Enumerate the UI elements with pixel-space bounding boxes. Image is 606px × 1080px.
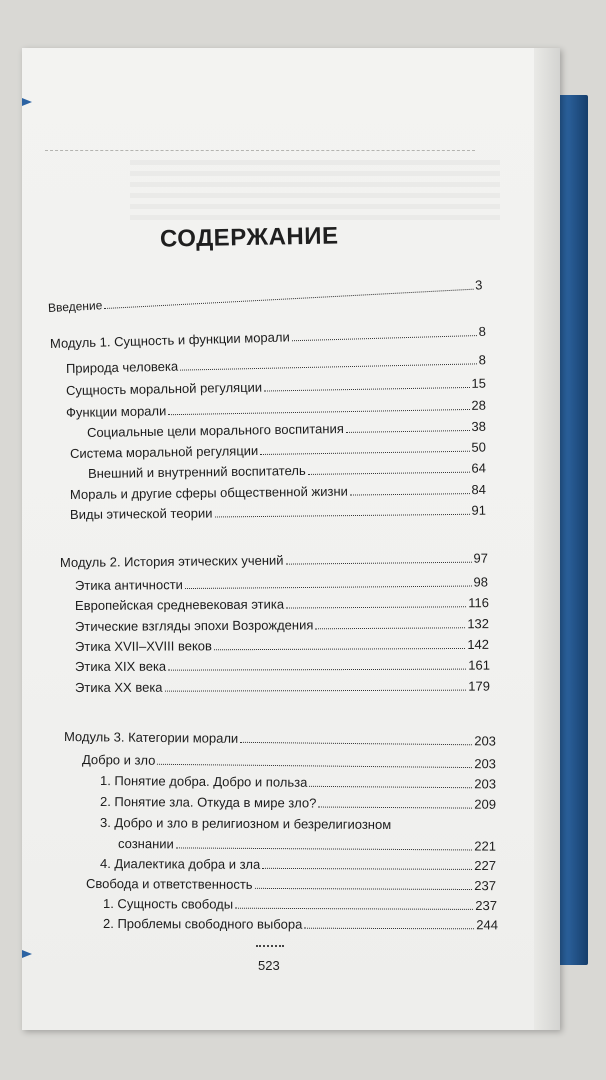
toc-entry [75, 637, 489, 654]
toc-label: Этика XIX века [74, 658, 167, 674]
toc-page: 15 [471, 375, 487, 391]
toc-label: Добро и зло [81, 752, 156, 768]
toc-page: 179 [468, 678, 491, 694]
toc-label: 2. Проблемы свободного выбора [102, 916, 303, 932]
toc-page: 132 [467, 616, 490, 632]
toc-page: 91 [471, 502, 487, 518]
page-title: СОДЕРЖАНИЕ [159, 222, 339, 253]
cover-corner-mark-top [22, 98, 32, 106]
toc-label: Этические взгляды эпохи Возрождения [74, 617, 314, 634]
toc-page: 227 [474, 857, 497, 874]
toc-entry [86, 876, 496, 893]
toc-entry [75, 616, 489, 634]
toc-page: 28 [471, 397, 487, 413]
show-through-text [130, 160, 500, 220]
toc-leader [168, 668, 466, 671]
toc-label: Модуль 3. Категории морали [63, 729, 239, 746]
toc-page: 84 [471, 481, 487, 498]
toc-page: 64 [471, 460, 487, 476]
toc-page: 3 [474, 277, 483, 293]
toc-entry [100, 794, 496, 812]
toc-page: 8 [478, 352, 487, 368]
toc-leader [255, 887, 473, 890]
toc-leader [235, 907, 473, 910]
page-number: 523 [258, 958, 280, 973]
toc-leader [240, 741, 472, 745]
toc-label: Социальные цели морального воспитания [86, 420, 344, 440]
toc-leader [214, 647, 465, 650]
cover-corner-mark-bottom [22, 950, 32, 958]
toc-entry [75, 658, 490, 674]
toc-label: Этика античности [74, 577, 183, 593]
toc-leader [308, 471, 470, 475]
toc-label: Этика XX века [74, 679, 163, 695]
toc-label: Виды этической теории [69, 505, 213, 522]
toc-label: 2. Понятие зла. Откуда в мире зло? [99, 794, 317, 811]
toc-leader [286, 605, 466, 608]
toc-page: 237 [475, 897, 498, 914]
toc-label: 4. Диалектика добра и зла [99, 856, 261, 872]
toc-label: Мораль и другие сферы общественной жизни [69, 483, 348, 502]
toc-page: 98 [473, 574, 489, 590]
toc-leader [315, 626, 465, 629]
toc-entry [100, 856, 496, 873]
toc-label: Система моральной регуляции [69, 443, 259, 461]
toc-page: 50 [471, 439, 487, 455]
toc-leader [350, 492, 470, 495]
toc-leader [264, 386, 469, 392]
toc-leader [262, 867, 472, 870]
toc-entry [118, 836, 496, 854]
toc-page: 38 [471, 418, 487, 434]
toc-leader [309, 785, 472, 788]
toc-leader [318, 806, 472, 809]
toc-entry [103, 916, 498, 932]
toc-leader [185, 585, 472, 590]
toc-label: 1. Сущность свободы [102, 896, 234, 912]
toc-entry [103, 896, 497, 913]
toc-page: 116 [468, 595, 490, 611]
toc-label: Функции морали [65, 403, 167, 420]
toc-page: 203 [474, 756, 497, 772]
toc-leader [260, 450, 469, 455]
toc-label: Европейская средневековая этика [74, 596, 285, 613]
toc-page: 244 [476, 917, 499, 933]
toc-label: сознании [117, 836, 174, 852]
toc-leader [304, 927, 474, 930]
toc-label: Природа человека [65, 358, 179, 376]
toc-page: 203 [474, 733, 497, 749]
toc-leader [157, 763, 472, 768]
toc-page: 203 [474, 776, 497, 792]
toc-label: Модуль 1. Сущность и функции морали [49, 329, 290, 351]
toc-page: 209 [474, 796, 497, 812]
toc-label: 1. Понятие добра. Добро и польза [99, 773, 308, 790]
toc-label: Внешний и внутренний воспитатель [87, 462, 306, 481]
toc-label: Модуль 2. История этических учений [59, 552, 284, 570]
toc-page: 161 [468, 657, 491, 673]
toc-leader [346, 429, 470, 433]
toc-page: 142 [467, 636, 490, 652]
toc-label: Свобода и ответственность [85, 876, 253, 892]
page-gutter [534, 48, 560, 1030]
folio-ornament [256, 945, 284, 955]
toc-entry [75, 679, 490, 695]
toc-entry-continued: 3. Добро и зло в религиозном и безрелигиозном [99, 814, 392, 833]
running-header-rule [45, 150, 475, 152]
toc-label: Этика XVII–XVIII веков [74, 638, 212, 654]
toc-label: Сущность моральной регуляции [65, 379, 263, 398]
toc-page: 97 [473, 550, 489, 566]
toc-label: Введение [47, 298, 103, 315]
toc-page: 221 [474, 838, 497, 854]
toc-entry [75, 595, 489, 613]
toc-page: 237 [474, 878, 497, 894]
toc-leader [215, 513, 470, 518]
toc-leader [286, 561, 472, 565]
toc-page: 8 [478, 323, 487, 340]
toc-leader [176, 846, 472, 850]
toc-leader [165, 689, 467, 692]
